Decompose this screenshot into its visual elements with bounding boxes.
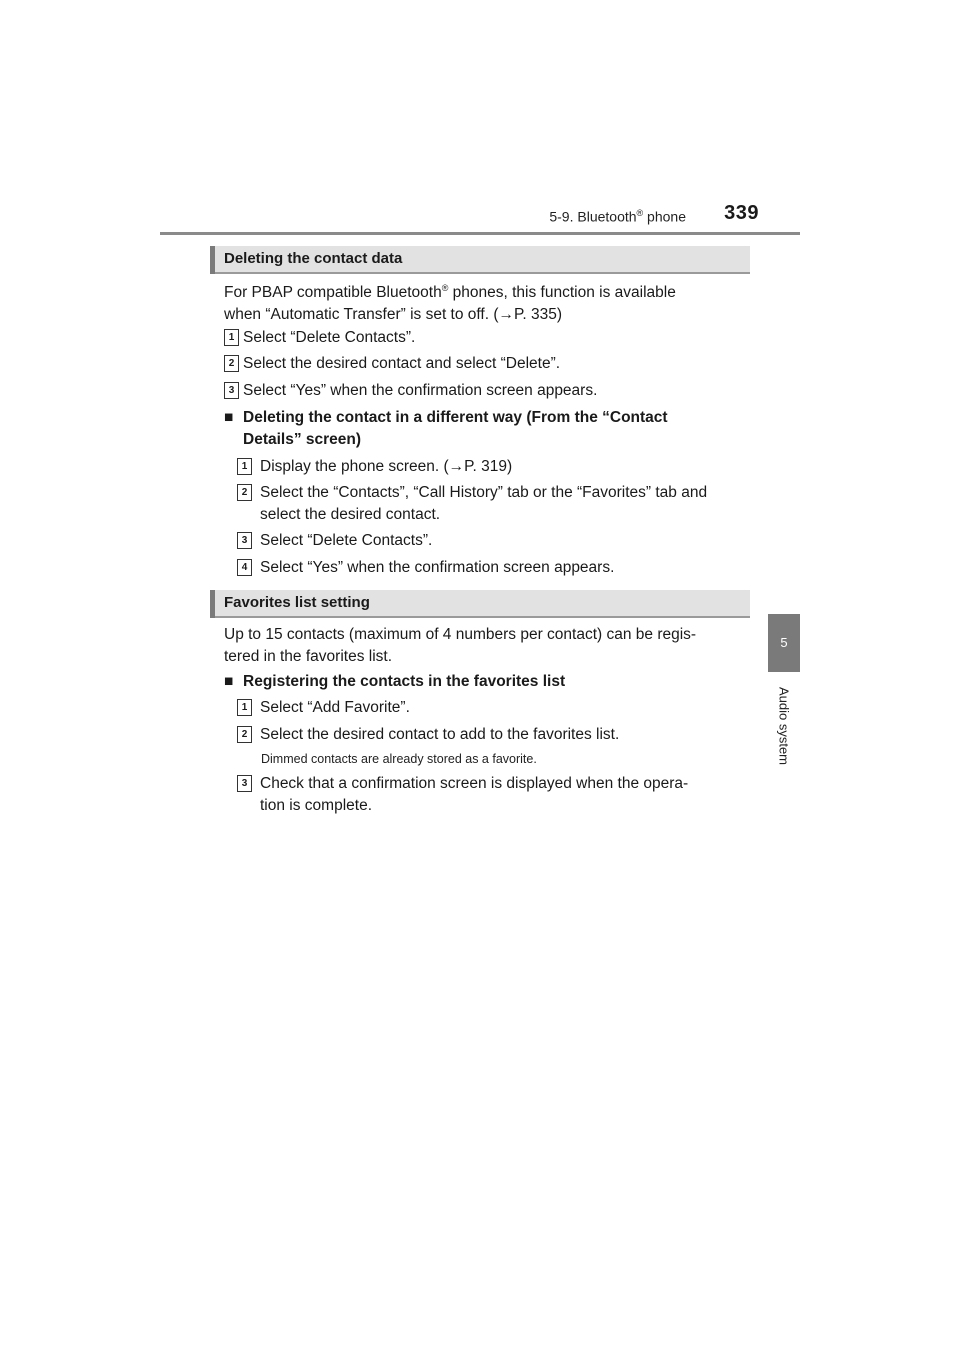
step-text: Select the “Contacts”, “Call History” tab or the “Favorites” tab and select the desired contact. (260, 484, 708, 523)
header-rule (160, 232, 800, 235)
square-bullet-icon: ■ (224, 673, 234, 690)
step-number-badge: 2 (237, 484, 252, 501)
page-header (160, 200, 800, 235)
section-reference: 5-9. Bluetooth® phone (549, 208, 686, 225)
chapter-tab: 5 (768, 614, 800, 672)
chapter-label: Audio system (776, 686, 792, 766)
step-number-badge: 1 (237, 458, 252, 475)
step-text: Select “Delete Contacts”. (260, 532, 433, 549)
step-number-badge: 2 (237, 726, 252, 743)
step-text: Select “Yes” when the confirmation screen appears. (243, 382, 598, 399)
favorites-note: Dimmed contacts are already stored as a favorite. (261, 752, 537, 766)
step-text: Select “Yes” when the confirmation screen appears. (260, 559, 615, 576)
step-number-badge: 3 (237, 775, 252, 792)
step-text: Select the desired contact and select “Delete”. (243, 355, 561, 372)
step-text: Select “Add Favorite”. (260, 699, 410, 716)
step-number-badge: 3 (237, 532, 252, 549)
step-number-badge: 2 (224, 355, 239, 372)
step-text: Display the phone screen. (→P. 319) (260, 458, 513, 475)
step-number-badge: 1 (237, 699, 252, 716)
section-title-deleting-contact-data: Deleting the contact data (210, 246, 750, 274)
step-number-badge: 4 (237, 559, 252, 576)
page-number: 339 (724, 202, 759, 224)
section1-intro: For PBAP compatible Bluetooth® phones, this function is available when “Automatic Transfer” is set to off. (→P. 335) (224, 283, 676, 323)
step-text: Select the desired contact to add to the favorites list. (260, 726, 620, 743)
section2-intro: Up to 15 contacts (maximum of 4 numbers per contact) can be regis- tered in the favorites list. (224, 626, 697, 665)
square-bullet-icon: ■ (224, 409, 234, 426)
step-number-badge: 1 (224, 329, 239, 346)
section-title-favorites-list-setting: Favorites list setting (210, 590, 750, 618)
step-text: Check that a confirmation screen is displayed when the opera- tion is complete. (260, 775, 689, 814)
step-number-badge: 3 (224, 382, 239, 399)
step-text: Select “Delete Contacts”. (243, 329, 416, 346)
